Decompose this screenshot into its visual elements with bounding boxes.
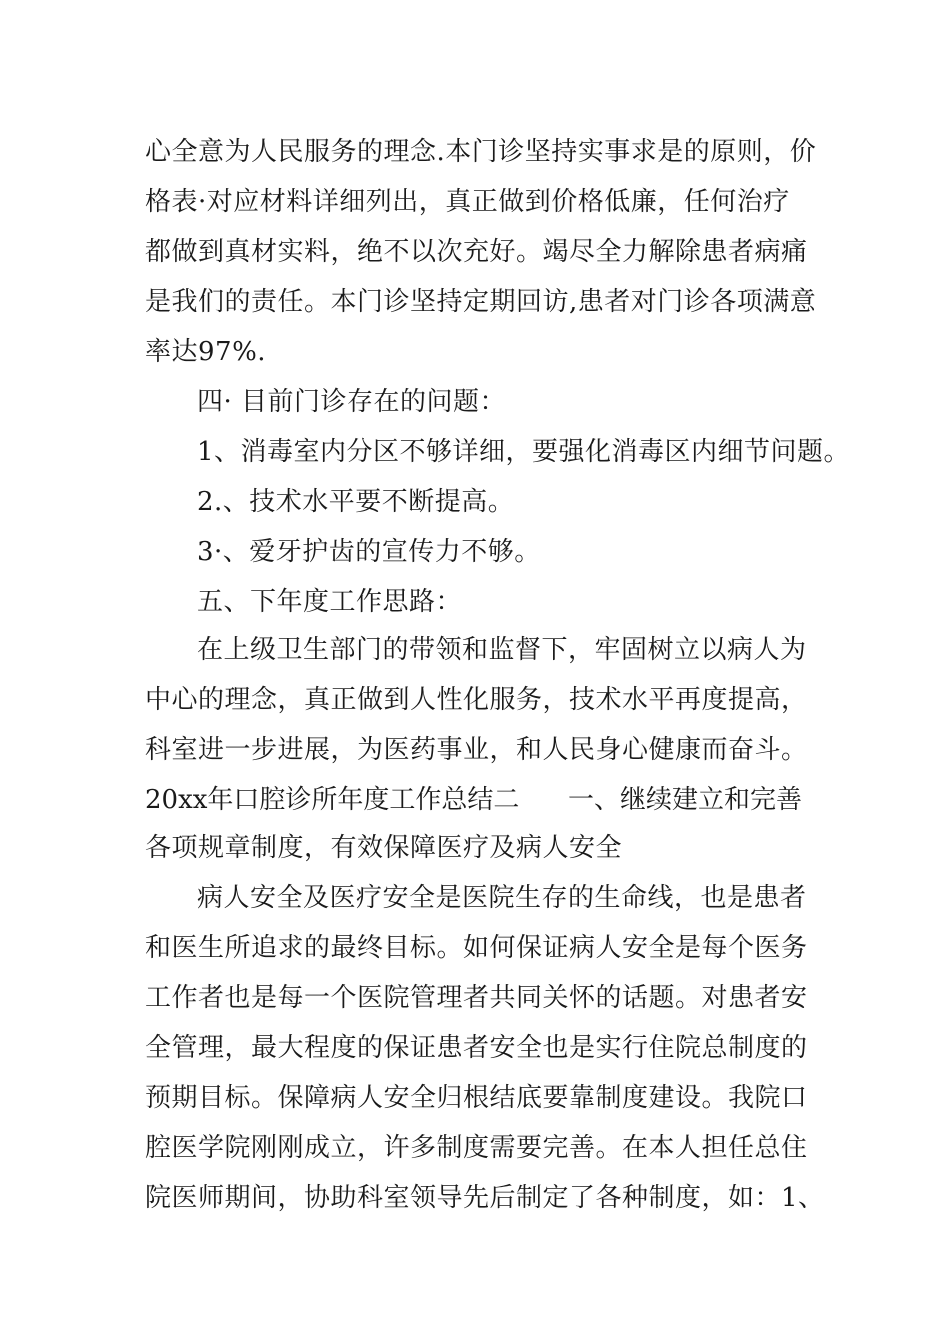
paragraph-line: 工作者也是每一个医院管理者共同关怀的话题。对患者安 <box>145 983 808 1013</box>
document-title-line <box>145 784 815 816</box>
section-heading: 一、继续建立和完善 <box>568 785 803 815</box>
paragraph-line: 腔医学院刚刚成立，许多制度需要完善。在本人担任总住 <box>145 1133 808 1163</box>
section-heading: 四· 目前门诊存在的问题： <box>197 387 507 417</box>
list-item: 3·、爱牙护齿的宣传力不够。 <box>197 537 541 567</box>
paragraph-line: 心全意为人民服务的理念.本门诊坚持实事求是的原则，价 <box>145 137 817 167</box>
paragraph-line: 病人安全及医疗安全是医院生存的生命线，也是患者 <box>197 883 807 913</box>
document-title: 20xx年口腔诊所年度工作总结二 <box>145 785 520 815</box>
paragraph-line: 是我们的责任。本门诊坚持定期回访,患者对门诊各项满意 <box>145 287 817 317</box>
paragraph-line: 格表·对应材料详细列出，真正做到价格低廉，任何治疗 <box>145 187 790 217</box>
paragraph-line: 科室进一步进展，为医药事业，和人民身心健康而奋斗。 <box>145 735 808 765</box>
paragraph-line: 在上级卫生部门的带领和监督下，牢固树立以病人为 <box>197 635 807 665</box>
paragraph-line: 率达97%. <box>145 337 267 367</box>
list-item: 1、消毒室内分区不够详细，要强化消毒区内细节问题。 <box>197 437 851 467</box>
paragraph-line: 和医生所追求的最终目标。如何保证病人安全是每个医务 <box>145 933 808 963</box>
section-heading: 五、下年度工作思路： <box>197 587 463 617</box>
paragraph-line: 全管理，最大程度的保证患者安全也是实行住院总制度的 <box>145 1033 808 1063</box>
list-item: 2.、技术水平要不断提高。 <box>197 487 515 517</box>
paragraph-line: 院医师期间，协助科室领导先后制定了各种制度，如：1、 <box>145 1183 825 1213</box>
paragraph-line: 预期目标。保障病人安全归根结底要靠制度建设。我院口 <box>145 1083 808 1113</box>
section-heading-continued: 各项规章制度，有效保障医疗及病人安全 <box>145 833 623 863</box>
paragraph-line: 都做到真材实料，绝不以次充好。竭尽全力解除患者病痛 <box>145 237 808 267</box>
paragraph-line: 中心的理念，真正做到人性化服务，技术水平再度提高， <box>145 685 808 715</box>
